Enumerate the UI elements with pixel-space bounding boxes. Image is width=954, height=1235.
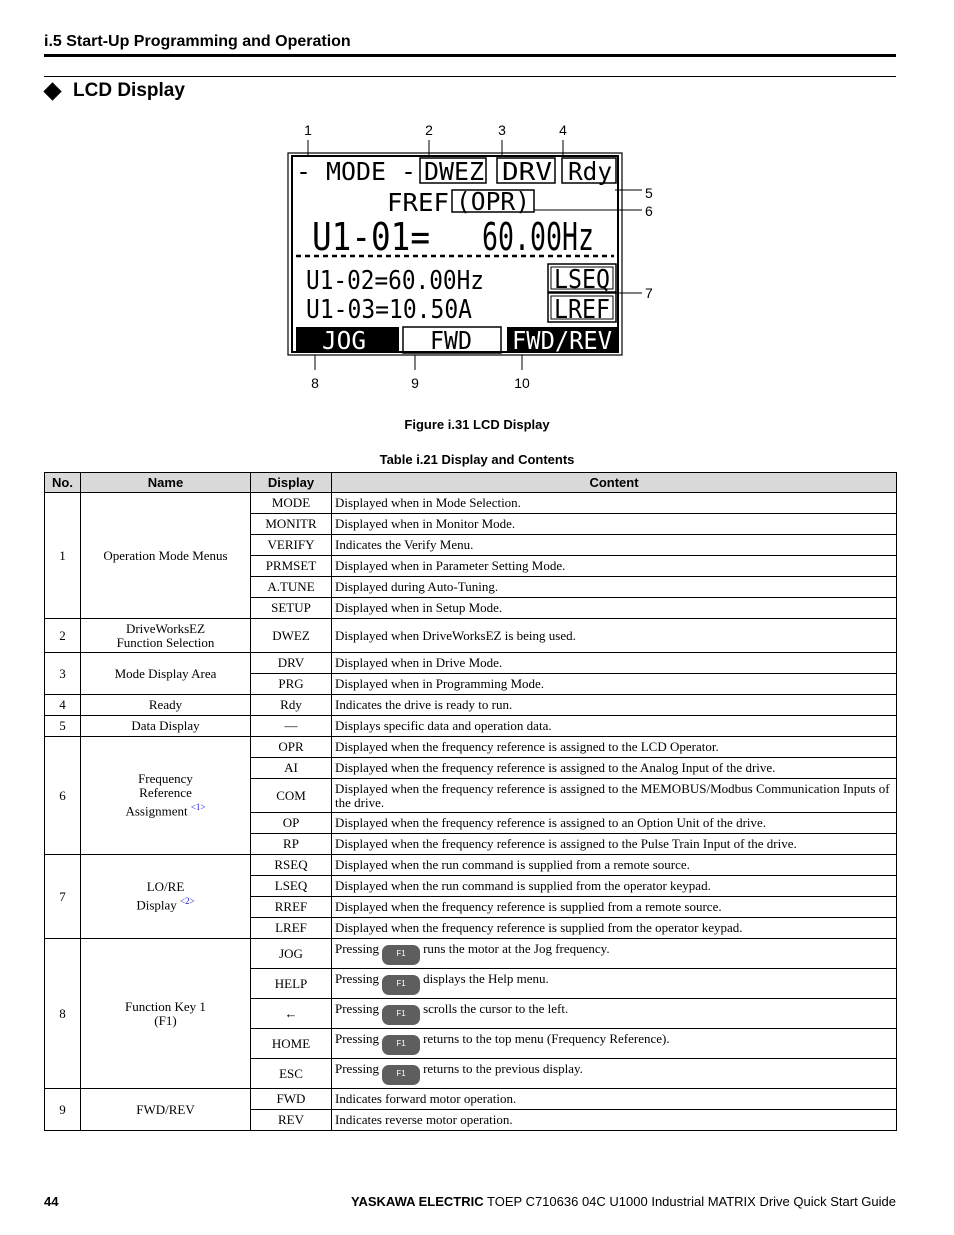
row-display: DRV (251, 653, 332, 674)
row-display: — (251, 716, 332, 737)
row-name (81, 737, 251, 855)
row-display: LREF (251, 918, 332, 939)
row-content: Indicates forward motor operation. (332, 1089, 897, 1110)
row-content: Displayed when the frequency reference is assigned to an Option Unit of the drive. (332, 813, 897, 834)
table-row (45, 493, 897, 514)
row-content-text: displays the Help menu. (423, 971, 549, 986)
row-display: DWEZ (251, 619, 332, 653)
lcd-fkey-fwdrev: FWD/REV (512, 326, 612, 355)
row-content-text: runs the motor at the Jog frequency. (423, 941, 610, 956)
row-name-line: Assignment (125, 803, 188, 819)
row-no: 2 (45, 619, 81, 653)
row-content: Displayed when the frequency reference is assigned to the Analog Input of the drive. (332, 758, 897, 779)
display-contents-table (44, 472, 897, 1131)
lcd-lref: LREF (554, 295, 610, 325)
row-no: 5 (45, 716, 81, 737)
callout-5: 5 (645, 185, 653, 201)
row-name: Data Display (81, 716, 251, 737)
lcd-lseq: LSEQ (554, 265, 610, 295)
row-content: Displayed when the run command is supplied from the operator keypad. (332, 876, 897, 897)
diamond-bullet-icon (43, 82, 61, 100)
row-content: Indicates the Verify Menu. (332, 535, 897, 556)
row-content (332, 1059, 897, 1089)
table-caption: Table i.21 Display and Contents (379, 452, 575, 467)
callout-8: 8 (311, 375, 319, 391)
row-content: Displayed during Auto-Tuning. (332, 577, 897, 598)
f1-key-icon: F1 (382, 945, 420, 965)
page-title: LCD Display (73, 80, 185, 101)
callout-10: 10 (514, 375, 530, 391)
row-content: Displayed when the frequency reference is assigned to the LCD Operator. (332, 737, 897, 758)
row-content: Displayed when in Mode Selection. (332, 493, 897, 514)
footer-doc-title (351, 1194, 896, 1209)
row-no: 8 (45, 939, 81, 1089)
footer-title: TOEP C710636 04C U1000 Industrial MATRIX Drive Quick Start Guide (487, 1194, 896, 1209)
row-display: OPR (251, 737, 332, 758)
lcd-line3: U1-03=10.50A (306, 295, 473, 325)
row-no: 9 (45, 1089, 81, 1131)
row-name-line: Function Selection (116, 634, 215, 650)
callout-2: 2 (425, 122, 433, 138)
lcd-main-value: 60.00Hz (482, 215, 594, 259)
row-name: Operation Mode Menus (81, 493, 251, 619)
row-name-line: Display (136, 897, 177, 913)
header-rule (44, 54, 896, 57)
row-name-line: LO/RE (146, 879, 185, 895)
lcd-opr: (OPR) (456, 187, 530, 216)
table-row (45, 737, 897, 758)
row-content: Indicates the drive is ready to run. (332, 695, 897, 716)
row-content (332, 939, 897, 969)
row-display: FWD (251, 1089, 332, 1110)
row-display: VERIFY (251, 535, 332, 556)
lcd-fkey-fwd: FWD (430, 326, 472, 355)
f1-key-icon: F1 (382, 1005, 420, 1025)
row-display: PRG (251, 674, 332, 695)
pressing-text: Pressing (335, 971, 380, 986)
row-display: AI (251, 758, 332, 779)
pressing-text: Pressing (335, 1001, 380, 1016)
callout-7: 7 (645, 285, 653, 301)
table-row (45, 855, 897, 876)
row-display: RREF (251, 897, 332, 918)
row-display: PRMSET (251, 556, 332, 577)
row-display: JOG (251, 939, 332, 969)
row-content (332, 1029, 897, 1059)
f1-key-icon: F1 (382, 975, 420, 995)
row-display: A.TUNE (251, 577, 332, 598)
footer-brand: YASKAWA ELECTRIC (350, 1194, 484, 1209)
row-content (332, 999, 897, 1029)
row-content (332, 969, 897, 999)
lcd-drv: DRV (502, 157, 552, 186)
figure-caption: Figure i.31 LCD Display (404, 417, 550, 432)
row-content: Displayed when in Programming Mode. (332, 674, 897, 695)
row-content-text: returns to the previous display. (423, 1061, 583, 1076)
row-display: COM (251, 779, 332, 813)
lcd-figure (270, 118, 670, 398)
callout-6: 6 (645, 203, 653, 219)
lcd-fkey-jog: JOG (322, 326, 366, 355)
row-display: RP (251, 834, 332, 855)
row-display: MODE (251, 493, 332, 514)
lcd-mode: - MODE - (296, 157, 416, 186)
row-display: Rdy (251, 695, 332, 716)
row-content: Displayed when in Setup Mode. (332, 598, 897, 619)
footnote-ref-link[interactable]: <2> (180, 896, 195, 907)
row-content: Displayed when the frequency reference is supplied from a remote source. (332, 897, 897, 918)
lcd-rdy: Rdy (568, 157, 612, 186)
page-title-row (44, 80, 185, 102)
row-display: MONITR (251, 514, 332, 535)
row-display: HELP (251, 969, 332, 999)
row-name-line: Frequency (138, 771, 193, 787)
row-no: 3 (45, 653, 81, 695)
row-name-line: Reference (139, 785, 192, 801)
lcd-main-label: U1-01= (312, 215, 430, 259)
row-name-line: DriveWorksEZ (125, 620, 206, 636)
row-display: ESC (251, 1059, 332, 1089)
row-content: Displayed when the frequency reference is assigned to the MEMOBUS/Modbus Communication Inputs of the drive. (332, 779, 897, 813)
row-content: Indicates reverse motor operation. (332, 1110, 897, 1131)
row-name: Ready (81, 695, 251, 716)
row-content-text: returns to the top menu (Frequency Reference). (423, 1031, 670, 1046)
row-no: 7 (45, 855, 81, 939)
callout-9: 9 (411, 375, 419, 391)
lcd-fref: FREF (387, 188, 449, 217)
table-row (45, 939, 897, 969)
table-row (45, 653, 897, 674)
table-row (45, 695, 897, 716)
row-display: RSEQ (251, 855, 332, 876)
row-content: Displayed when the frequency reference is supplied from the operator keypad. (332, 918, 897, 939)
table-row (45, 619, 897, 653)
row-display: OP (251, 813, 332, 834)
page-number: 44 (44, 1194, 59, 1209)
row-no: 4 (45, 695, 81, 716)
header-no: No. (45, 473, 81, 493)
row-name-line: Function Key 1 (125, 998, 206, 1014)
row-display: HOME (251, 1029, 332, 1059)
lcd-line2: U1-02=60.00Hz (306, 266, 484, 296)
row-name-line: (F1) (154, 1012, 177, 1028)
header-name: Name (81, 473, 251, 493)
row-content: Displays specific data and operation data. (332, 716, 897, 737)
row-display: LSEQ (251, 876, 332, 897)
table-row (45, 1089, 897, 1110)
row-content: Displayed when in Monitor Mode. (332, 514, 897, 535)
row-content-text: scrolls the cursor to the left. (423, 1001, 569, 1016)
f1-key-icon: F1 (382, 1035, 420, 1055)
f1-key-icon: F1 (382, 1065, 420, 1085)
row-display: ← (251, 999, 332, 1029)
row-no: 6 (45, 737, 81, 855)
row-content: Displayed when DriveWorksEZ is being used. (332, 619, 897, 653)
footnote-ref-link[interactable]: <1> (190, 802, 206, 813)
row-name (81, 939, 251, 1089)
row-content: Displayed when in Parameter Setting Mode. (332, 556, 897, 577)
header-content: Content (332, 473, 897, 493)
row-content: Displayed when the frequency reference is assigned to the Pulse Train Input of the drive. (332, 834, 897, 855)
title-rule (44, 76, 896, 77)
row-no: 1 (45, 493, 81, 619)
callout-4: 4 (559, 122, 567, 138)
section-header: i.5 Start-Up Programming and Operation (44, 33, 351, 50)
row-content: Displayed when in Drive Mode. (332, 653, 897, 674)
pressing-text: Pressing (335, 1031, 380, 1046)
row-name (81, 619, 251, 653)
callout-1: 1 (304, 122, 312, 138)
table-row (45, 716, 897, 737)
row-display: SETUP (251, 598, 332, 619)
pressing-text: Pressing (335, 941, 380, 956)
row-name: FWD/REV (81, 1089, 251, 1131)
lcd-dwez: DWEZ (424, 157, 484, 186)
row-name (81, 855, 251, 939)
header-display: Display (251, 473, 332, 493)
row-display: REV (251, 1110, 332, 1131)
row-name: Mode Display Area (81, 653, 251, 695)
row-content: Displayed when the run command is supplied from a remote source. (332, 855, 897, 876)
pressing-text: Pressing (335, 1061, 380, 1076)
callout-3: 3 (498, 122, 506, 138)
